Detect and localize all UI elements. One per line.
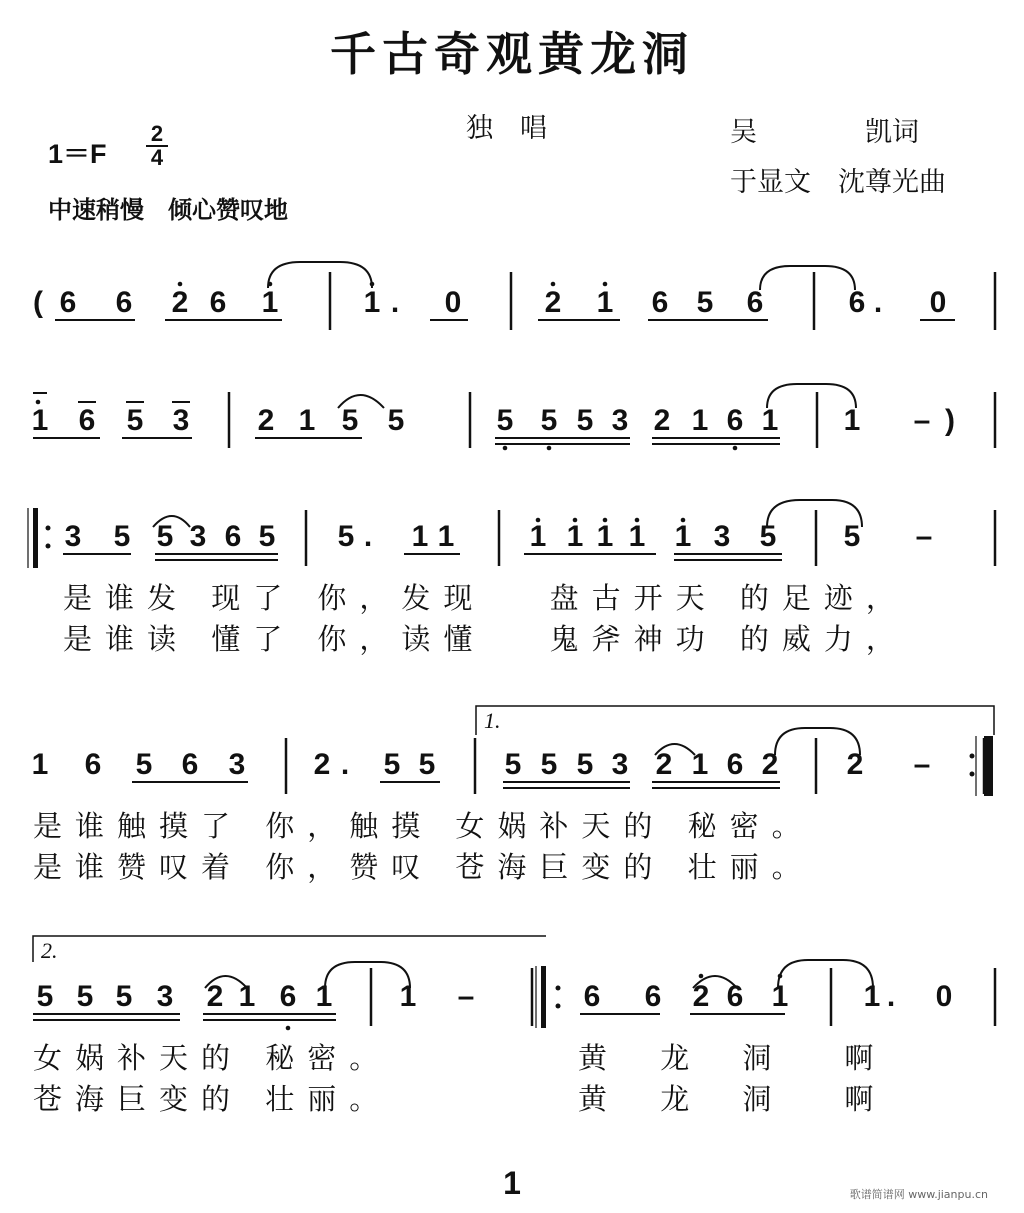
note: 5 [540,748,558,781]
note: 5 [696,286,714,319]
dash: – [913,404,931,437]
note: 3 [156,980,174,1013]
note: 2 [846,748,864,781]
close-paren: ) [945,404,955,437]
note: 6 [644,980,662,1013]
note: 6 [224,520,242,553]
note: 5 [504,748,522,781]
lyric-line-refrain-2: 黄 龙 洞 啊 [578,1082,896,1116]
dash: – [915,520,933,553]
dash: – [913,748,931,781]
note: 1 [399,980,417,1013]
composer-credit: 于显文 沈尊光曲 [730,167,946,198]
dash: – [457,980,475,1013]
key-signature: 1＝F [48,139,107,169]
note: 3 [611,404,629,437]
note: 3 [172,404,190,437]
note: 1 [596,286,614,319]
note: 6 [848,286,866,319]
note: 1 [298,404,316,437]
note: 5 [113,520,131,553]
note: 3 [713,520,731,553]
note: 6 [726,748,744,781]
dot: . [873,286,883,319]
note: 2 [692,980,710,1013]
note: 0 [929,286,947,319]
performance-form: 独 唱 [466,113,547,144]
note: 6 [746,286,764,319]
note: 1 [31,748,49,781]
note: 2 [655,748,673,781]
note: 0 [444,286,462,319]
note: 1 [761,404,779,437]
note: 1 [674,520,692,553]
note: 1 [863,980,881,1013]
note: 6 [115,286,133,319]
note: 1 [315,980,333,1013]
dot: . [390,286,400,319]
note: 1 [363,286,381,319]
note: 6 [209,286,227,319]
note: 5 [258,520,276,553]
note: 5 [135,748,153,781]
note: 5 [36,980,54,1013]
lyric-line-verse2: 是谁赞叹着 你，赞叹 苍海巨变的 壮丽。 [33,850,814,884]
note: 5 [576,748,594,781]
note: 6 [726,980,744,1013]
note: 1 [843,404,861,437]
meter-bottom: 4 [150,145,164,170]
note: 6 [279,980,297,1013]
volta-first: 1. [484,708,501,733]
lyric-line-verse2-a: 苍海巨变的 壮丽。 [33,1082,392,1116]
note: 5 [496,404,514,437]
note: 5 [156,520,174,553]
note: 5 [843,520,861,553]
note: 2 [313,748,331,781]
note: 1 [566,520,584,553]
note: 3 [64,520,82,553]
lyric-line-refrain-1: 黄 龙 洞 啊 [578,1041,896,1075]
note: 5 [383,748,401,781]
note: 0 [935,980,953,1013]
note: 5 [387,404,405,437]
lyric-line-verse1: 是谁发 现了 你，发现 盘古开天 的足迹， [63,581,908,615]
song-title: 千古奇观黄龙洞 [330,27,694,81]
note: 2 [206,980,224,1013]
note: 6 [181,748,199,781]
note: 5 [115,980,133,1013]
open-paren: ( [33,286,43,319]
lyric-line-verse2: 是谁读 懂了 你，读懂 鬼斧神功 的威力， [63,622,908,656]
note: 1 [437,520,455,553]
note: 1 [596,520,614,553]
note: 2 [257,404,275,437]
tempo-marking: 中速稍慢 倾心赞叹地 [48,196,288,224]
dot: . [886,980,896,1013]
lyric-line-verse1-a: 女娲补天的 秘密。 [33,1041,392,1075]
lyric-line-verse1: 是谁触摸了 你，触摸 女娲补天的 秘密。 [33,809,814,843]
note: 5 [341,404,359,437]
note: 3 [189,520,207,553]
note: 5 [576,404,594,437]
lyricist-credit: 吴 凯词 [730,117,919,148]
dot: . [340,748,350,781]
note: 1 [261,286,279,319]
note: 1 [31,404,49,437]
note: 5 [76,980,94,1013]
note: 2 [544,286,562,319]
volta-second: 2. [41,938,58,963]
note: 1 [411,520,429,553]
note: 2 [171,286,189,319]
note: 3 [228,748,246,781]
note: 1 [691,748,709,781]
note: 6 [78,404,96,437]
note: 1 [529,520,547,553]
note: 1 [771,980,789,1013]
note: 5 [759,520,777,553]
note: 1 [691,404,709,437]
note: 6 [84,748,102,781]
note: 5 [126,404,144,437]
note: 3 [611,748,629,781]
note: 6 [726,404,744,437]
note: 6 [59,286,77,319]
note: 2 [761,748,779,781]
note: 2 [653,404,671,437]
note: 5 [418,748,436,781]
meter-top: 2 [150,121,164,146]
note: 6 [583,980,601,1013]
note: 5 [337,520,355,553]
note: 5 [540,404,558,437]
note: 1 [238,980,256,1013]
note: 6 [651,286,669,319]
watermark: 歌谱简谱网 www.jianpu.cn [849,1188,988,1201]
note: 1 [628,520,646,553]
page-number: 1 [503,1165,521,1201]
dot: . [363,520,373,553]
